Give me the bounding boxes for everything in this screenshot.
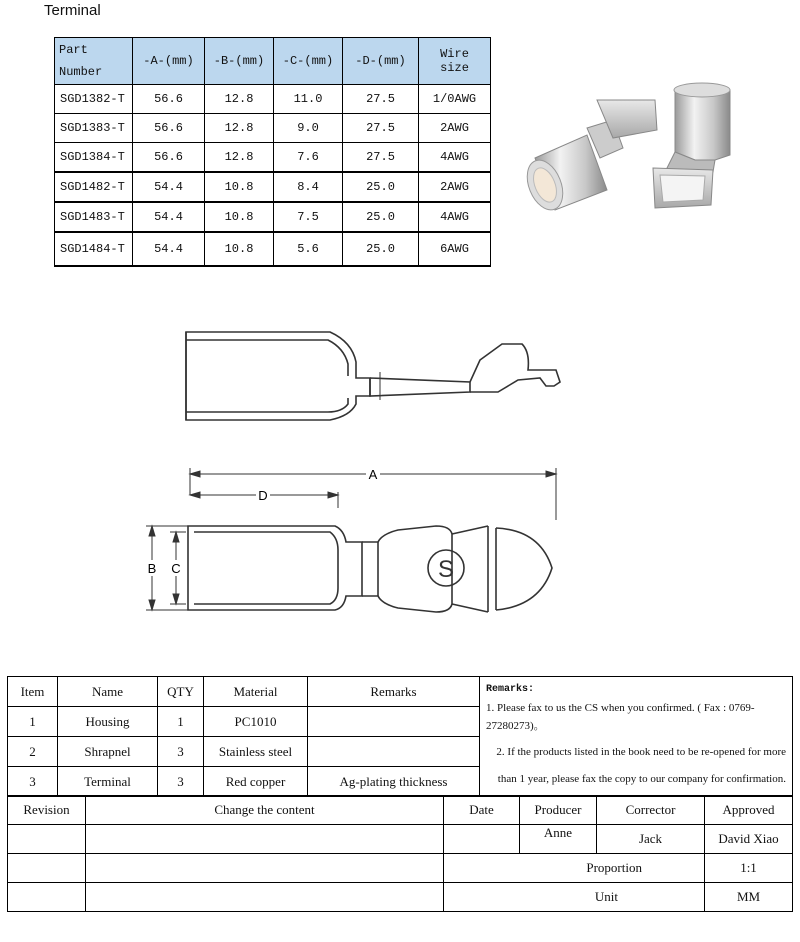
bom-header-material: Material bbox=[204, 677, 308, 707]
header-part-number: Part Number bbox=[55, 38, 133, 85]
cell-wire: 2AWG bbox=[419, 172, 491, 202]
bom-cell-qty: 3 bbox=[158, 737, 204, 767]
table-row bbox=[8, 883, 793, 912]
remark-1: 1. Please fax to us the CS when you confirmed. ( Fax : 0769-27280273)。 bbox=[486, 702, 755, 732]
approved-value: David Xiao bbox=[705, 825, 793, 854]
bom-cell-material: PC1010 bbox=[204, 707, 308, 737]
cell-d: 27.5 bbox=[343, 85, 419, 114]
corrector-value: Jack bbox=[597, 825, 705, 854]
header-c: -C-(mm) bbox=[274, 38, 343, 85]
empty-cell bbox=[8, 854, 86, 883]
cell-part: SGD1383-T bbox=[55, 114, 133, 143]
cell-d: 25.0 bbox=[343, 232, 419, 266]
cell-a: 54.4 bbox=[133, 232, 205, 266]
header-wire-size: Wire size bbox=[419, 38, 491, 85]
bom-table bbox=[7, 676, 793, 797]
bom-cell-material: Stainless steel bbox=[204, 737, 308, 767]
cell-d: 27.5 bbox=[343, 114, 419, 143]
bom-cell-remarks: Ag-plating thickness bbox=[308, 767, 480, 797]
cell-part: SGD1484-T bbox=[55, 232, 133, 266]
header-a: -A-(mm) bbox=[133, 38, 205, 85]
table-row bbox=[55, 172, 491, 202]
bom-cell-item: 3 bbox=[8, 767, 58, 797]
cell-wire: 4AWG bbox=[419, 202, 491, 232]
stamp-s-icon: S bbox=[437, 556, 455, 583]
change-content-label: Change the content bbox=[86, 796, 444, 825]
bom-cell-qty: 1 bbox=[158, 707, 204, 737]
cell-b: 12.8 bbox=[205, 114, 274, 143]
bom-header-remarks: Remarks bbox=[308, 677, 480, 707]
table-row bbox=[55, 143, 491, 173]
bom-cell-qty: 3 bbox=[158, 767, 204, 797]
revision-table bbox=[7, 795, 793, 912]
empty-cell bbox=[8, 883, 86, 912]
cell-d: 25.0 bbox=[343, 172, 419, 202]
empty-cell bbox=[86, 825, 444, 854]
cell-wire: 2AWG bbox=[419, 114, 491, 143]
cell-wire: 4AWG bbox=[419, 143, 491, 173]
cell-a: 56.6 bbox=[133, 85, 205, 114]
remark-2b: than 1 year, please fax the copy to our company for confirmation. bbox=[497, 773, 786, 785]
dim-a-label: A bbox=[368, 467, 378, 482]
cell-part: SGD1382-T bbox=[55, 85, 133, 114]
date-label: Date bbox=[444, 796, 520, 825]
cell-d: 25.0 bbox=[343, 202, 419, 232]
cell-b: 12.8 bbox=[205, 143, 274, 173]
cell-part: SGD1483-T bbox=[55, 202, 133, 232]
bom-cell-item: 2 bbox=[8, 737, 58, 767]
spec-header-row bbox=[55, 38, 491, 85]
cell-wire: 6AWG bbox=[419, 232, 491, 266]
spec-table bbox=[54, 37, 491, 267]
cell-b: 10.8 bbox=[205, 172, 274, 202]
unit-label: Unit bbox=[444, 883, 705, 912]
cell-part: SGD1384-T bbox=[55, 143, 133, 173]
cell-a: 56.6 bbox=[133, 143, 205, 173]
bom-header-name: Name bbox=[58, 677, 158, 707]
remarks-title: Remarks: bbox=[486, 684, 535, 695]
cell-b: 10.8 bbox=[205, 232, 274, 266]
empty-cell bbox=[444, 825, 520, 854]
revision-label: Revision bbox=[8, 796, 86, 825]
bom-cell-remarks bbox=[308, 737, 480, 767]
bom-cell-item: 1 bbox=[8, 707, 58, 737]
cell-c: 8.4 bbox=[274, 172, 343, 202]
terminal-photo bbox=[515, 80, 755, 220]
empty-cell bbox=[86, 883, 444, 912]
cell-d: 27.5 bbox=[343, 143, 419, 173]
bom-cell-material: Red copper bbox=[204, 767, 308, 797]
table-row bbox=[8, 825, 793, 854]
cell-c: 5.6 bbox=[274, 232, 343, 266]
dim-b-label: B bbox=[147, 561, 157, 576]
header-b: -B-(mm) bbox=[205, 38, 274, 85]
approved-label: Approved bbox=[705, 796, 793, 825]
dim-d-label: D bbox=[258, 488, 268, 503]
technical-drawing bbox=[130, 320, 570, 620]
bom-cell-name: Housing bbox=[58, 707, 158, 737]
bom-header-qty: QTY bbox=[158, 677, 204, 707]
table-row bbox=[55, 85, 491, 114]
header-d: -D-(mm) bbox=[343, 38, 419, 85]
cell-a: 56.6 bbox=[133, 114, 205, 143]
dim-c-label: C bbox=[171, 561, 181, 576]
proportion-label: Proportion bbox=[444, 854, 705, 883]
cell-wire: 1/0AWG bbox=[419, 85, 491, 114]
bom-cell-remarks bbox=[308, 707, 480, 737]
bom-header-item: Item bbox=[8, 677, 58, 707]
cell-c: 9.0 bbox=[274, 114, 343, 143]
empty-cell bbox=[8, 825, 86, 854]
cell-c: 7.6 bbox=[274, 143, 343, 173]
cell-a: 54.4 bbox=[133, 172, 205, 202]
remarks-box bbox=[480, 677, 793, 797]
table-row bbox=[8, 854, 793, 883]
empty-cell bbox=[86, 854, 444, 883]
bom-cell-name: Shrapnel bbox=[58, 737, 158, 767]
unit-value: MM bbox=[705, 883, 793, 912]
revision-header-row bbox=[8, 796, 793, 825]
cell-b: 12.8 bbox=[205, 85, 274, 114]
producer-label: Producer bbox=[520, 796, 597, 825]
bom-header-row bbox=[8, 677, 793, 707]
table-row bbox=[55, 232, 491, 266]
corrector-label: Corrector bbox=[597, 796, 705, 825]
cell-a: 54.4 bbox=[133, 202, 205, 232]
table-row bbox=[55, 114, 491, 143]
remark-2a: 2. If the products listed in the book need to be re-opened for more bbox=[496, 746, 786, 758]
cell-part: SGD1482-T bbox=[55, 172, 133, 202]
cell-b: 10.8 bbox=[205, 202, 274, 232]
bom-cell-name: Terminal bbox=[58, 767, 158, 797]
cell-c: 11.0 bbox=[274, 85, 343, 114]
proportion-value: 1:1 bbox=[705, 854, 793, 883]
producer-value: Anne bbox=[520, 825, 597, 854]
table-row bbox=[55, 202, 491, 232]
cell-c: 7.5 bbox=[274, 202, 343, 232]
page-title: Terminal bbox=[44, 2, 101, 19]
